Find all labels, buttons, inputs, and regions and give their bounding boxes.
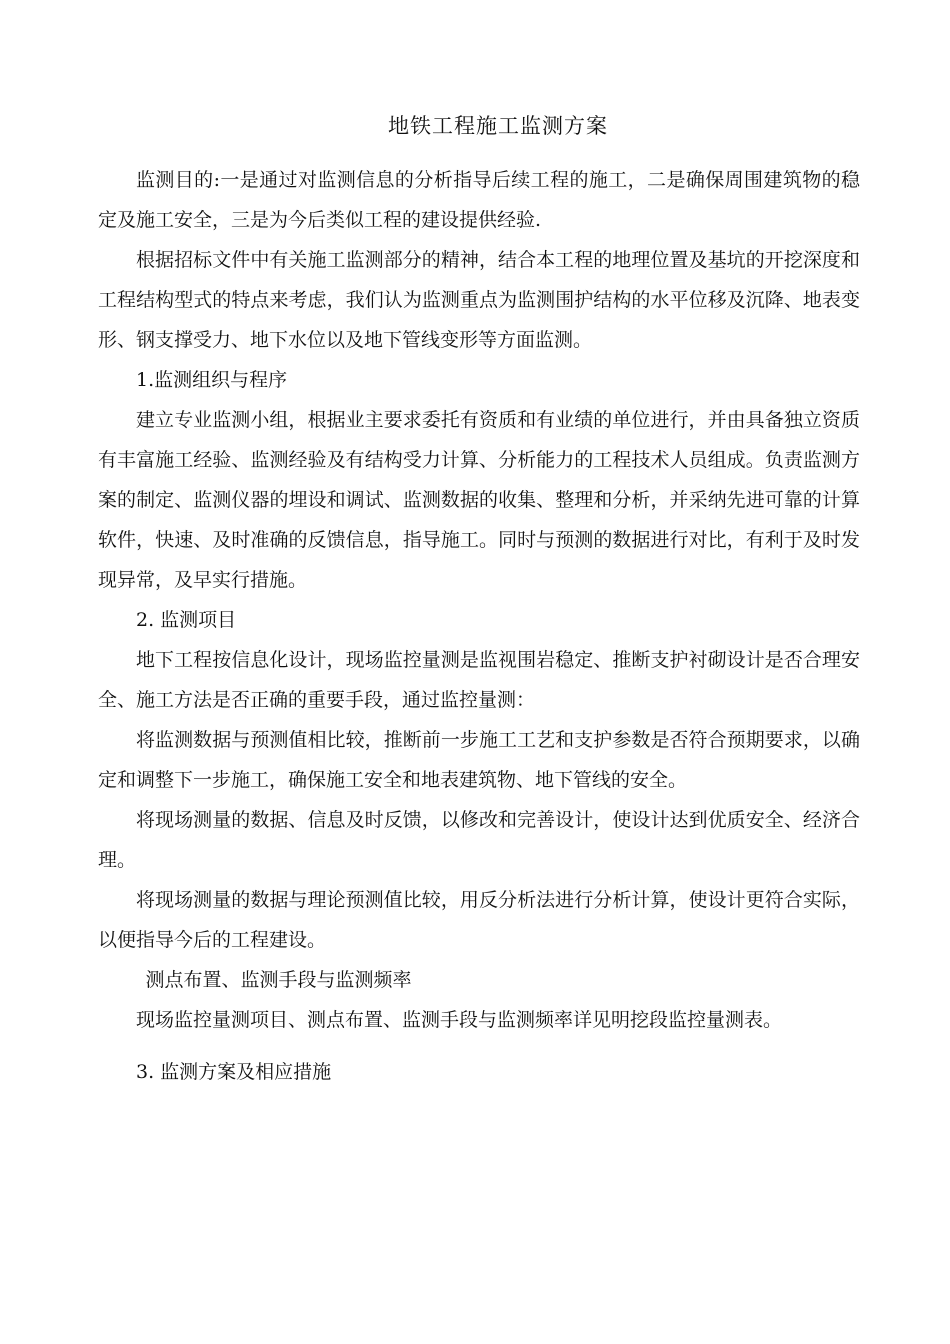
section-heading-plan: 3. 监测方案及相应措施 [136,1061,332,1083]
document-title: 地铁工程施工监测方案 [388,114,608,138]
paragraph-points-frequency: 现场监控量测项目、测点布置、监测手段与监测频率详见明挖段监控量测表。 [136,1009,783,1031]
paragraph-purpose: 监测目的:一是通过对监测信息的分析指导后续工程的施工，二是确保周围建筑物的稳定及施工安全，三是为今后类似工程的建设提供经验. [98,169,860,231]
section-heading-organization: 1.监测组织与程序 [136,369,288,391]
paragraph-items-theory: 将现场测量的数据与理论预测值比较，用反分析法进行分析计算，使设计更符合实际，以便指导今后的工程建设。 [98,889,860,951]
paragraph-items-feedback: 将现场测量的数据、信息及时反馈，以修改和完善设计，使设计达到优质安全、经济合理。 [98,809,860,871]
section-heading-items: 2. 监测项目 [136,609,237,631]
document-body [98,160,860,1092]
paragraph-items-intro: 地下工程按信息化设计，现场监控量测是监视围岩稳定、推断支护衬砌设计是否合理安全、施工方法是否正确的重要手段，通过监控量测： [98,649,860,711]
paragraph-items-compare: 将监测数据与预测值相比较，推断前一步施工工艺和支护参数是否符合预期要求，以确定和调整下一步施工，确保施工安全和地表建筑物、地下管线的安全。 [98,729,860,791]
paragraph-organization: 建立专业监测小组，根据业主要求委托有资质和有业绩的单位进行，并由具备独立资质有丰富施工经验、监测经验及有结构受力计算、分析能力的工程技术人员组成。负责监测方案的制定、监测仪器的埋设和调试、监测数据的收集、整理和分析，并采纳先进可靠的计算软件，快速、及时准确的反馈信息，指导施工。同时与预测的数据进行对比，有利于及时发现异常，及早实行措施。 [98,409,860,591]
subheading-points-frequency: 测点布置、监测手段与监测频率 [145,969,412,991]
paragraph-monitoring-focus: 根据招标文件中有关施工监测部分的精神，结合本工程的地理位置及基坑的开挖深度和工程结构型式的特点来考虑，我们认为监测重点为监测围护结构的水平位移及沉降、地表变形、钢支撑受力、地下水位以及地下管线变形等方面监测。 [98,249,860,351]
